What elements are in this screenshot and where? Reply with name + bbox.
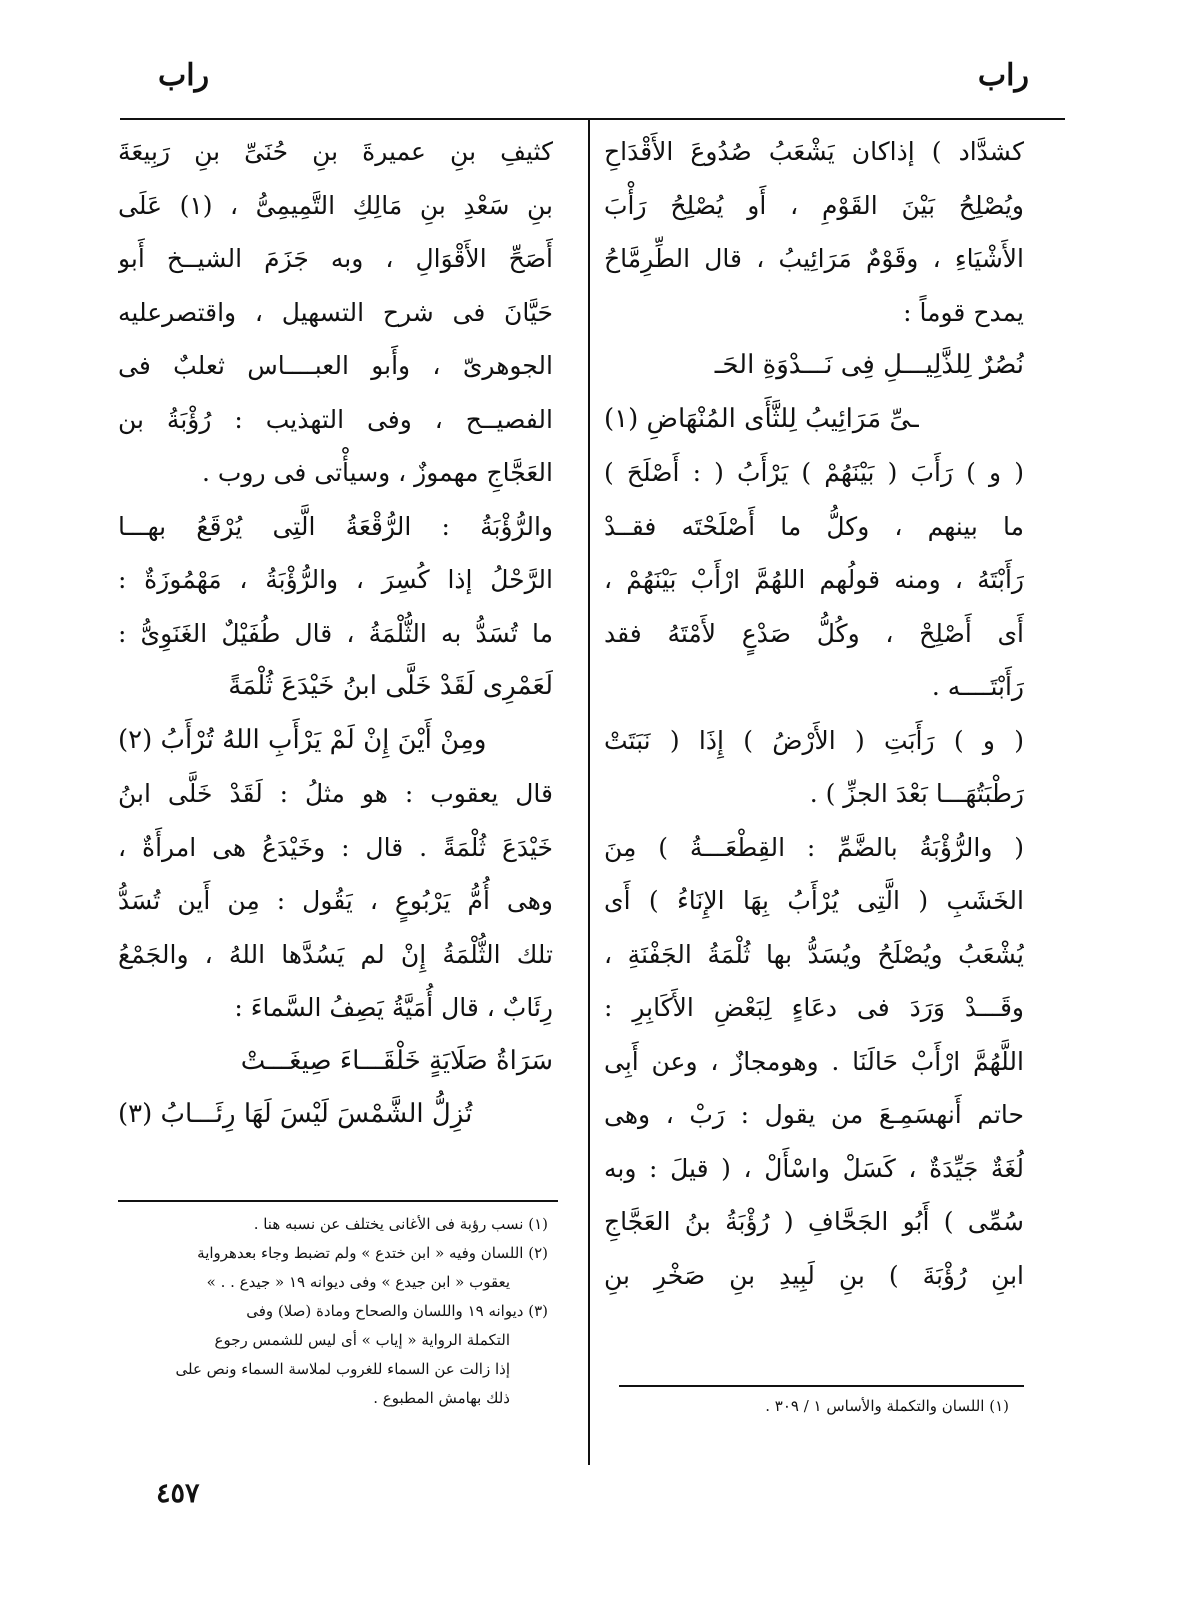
verse-line: ومِنْ أَيْنَ إِنْ لَمْ يَرْأَبِ اللهُ تُرْأَبُ (٢) bbox=[118, 724, 487, 755]
text-line: الأَشْيَاءِ ، وقَوْمٌ مَرَائِيبُ ، قال الطِّرِمَّاحُ bbox=[604, 244, 1024, 273]
text-line: الخَشَبِ ( الَّتِى يُرْأَبُ بِهَا الإِنَاءُ ) أَى bbox=[604, 886, 1024, 915]
verse-line: تُزِلُّ الشَّمْسَ لَيْسَ لَهَا رِئَـــابُ (٣) bbox=[118, 1099, 473, 1129]
text-line: اللَّهُمَّ ارْأَبْ حَالَنَا . وهومجازٌ ، وعن أَبِى bbox=[604, 1046, 1024, 1076]
text-line: ما بينهم ، وكلُّ ما أَصْلَحْتَه فقــدْ bbox=[604, 511, 1024, 541]
text-line: ابنِ رُؤْبَةَ ) بنِ لَبِيدِ بنِ صَخْرِ بنِ bbox=[604, 1260, 1024, 1290]
text-line: قال يعقوب : هو مثلُ : لَقَدْ خَلَّى ابنُ bbox=[118, 779, 553, 808]
footnote-rule-left bbox=[118, 1200, 558, 1202]
text-line: رَأَبْتَهُ ، ومنه قولُهم اللهُمَّ ارْأَبْ بَيْنَهُمْ ، bbox=[604, 565, 1024, 594]
text-line: ( و ) رَأَبَتِ ( الأَرْضُ ) إِذَا ( نَبَتَتْ bbox=[604, 725, 1024, 755]
verse-line: سَرَاةُ صَلَايَةٍ خَلْقَـــاءَ صِيغَـــتْ bbox=[240, 1045, 553, 1076]
text-line: لُغَةٌ جَيِّدَةٌ ، كَسَلْ واسْأَلْ ، ( قيلَ : وبه bbox=[604, 1153, 1024, 1183]
text-line: العَجَّاجِ مهموزٌ ، وسيأْتى فى روب . bbox=[201, 458, 553, 487]
verse-line: لَعَمْرِى لَقَدْ خَلَّى ابنُ خَيْدَعَ ثُلْمَةً bbox=[228, 671, 553, 701]
text-line: يُشْعَبُ ويُصْلَحُ ويُسَدُّ بها ثُلْمَةُ الجَفْنَةِ ، bbox=[604, 939, 1024, 969]
page-number: ٤٥٧ bbox=[156, 1478, 200, 1509]
footnote: يعقوب « ابن جيدع » وفى ديوانه ١٩ « جيدع . . » bbox=[206, 1273, 510, 1291]
text-line: بنِ سَعْدِ بنِ مَالِكِ التَّمِيمِىُّ ، (١) عَلَى bbox=[118, 190, 553, 220]
text-line: أَى أَصْلِحْ ، وكُلُّ صَدْعٍ لأَمْتَهُ فقد bbox=[604, 618, 1024, 648]
left-column-text bbox=[118, 125, 553, 1142]
text-line: كشدَّاد ) إذاكان يَشْعَبُ صُدُوعَ الأَقْدَاحِ bbox=[604, 137, 1024, 166]
footnotes-left bbox=[118, 1210, 548, 1413]
footnote: (٢) اللسان وفيه « ابن ختدع » ولم تضبط وجاء بعدهرواية bbox=[197, 1244, 548, 1262]
running-head-left: راب bbox=[158, 58, 210, 93]
footnote: التكملة الرواية « إياب » أى ليس للشمس رجوع bbox=[214, 1331, 510, 1349]
right-column-text bbox=[604, 125, 1024, 1302]
text-line: الفصيــح ، وفى التهذيب : رُؤْبَةُ بن bbox=[118, 404, 553, 434]
text-line: ( و ) رَأَبَ ( بَيْنَهُمْ ) يَرْأَبُ ( : أَصْلَحَ ) bbox=[604, 458, 1024, 487]
text-line: سُمِّى ) أَبُو الجَحَّافِ ( رُؤْبَةُ بنُ العَجَّاجِ bbox=[604, 1207, 1024, 1236]
text-line: تلك الثُّلْمَةُ إِنْ لم يَسُدَّها اللهُ ، والجَمْعُ bbox=[118, 939, 553, 969]
footnote: إذا زالت عن السماء للغروب لملاسة السماء ونص على bbox=[175, 1360, 510, 1378]
footnote: (١) نسب رؤبة فى الأغانى يختلف عن نسبه هنا . bbox=[253, 1215, 548, 1233]
text-line: ( والرُّؤْبَةُ بالضَّمِّ : القِطْعَـــةُ ) مِنَ bbox=[604, 832, 1024, 862]
column-divider bbox=[588, 120, 590, 1465]
text-line: ما تُسَدُّ به الثُّلْمَةُ ، قال طُفَيْلٌ الغَنَوِىُّ : bbox=[118, 618, 553, 648]
text-line: رَأَبْتَــــه . bbox=[931, 672, 1024, 701]
right-column bbox=[604, 125, 1024, 1302]
left-column bbox=[118, 125, 553, 1142]
text-line: وهى أُمُّ يَرْبُوعٍ ، يَقُول : مِن أَين تُسَدُّ bbox=[118, 886, 553, 915]
text-line: والرُّؤْبَةُ : الرُّقْعَةُ الَّتِى يُرْقَعُ بهـــا bbox=[118, 511, 553, 541]
verse-line: نُصُرٌ لِلذَّلِيـــلِ فِى نَـــدْوَةِ الحَـ bbox=[714, 350, 1024, 380]
footnote: (١) اللسان والتكملة والأساس ١ / ٣٠٩ . bbox=[765, 1397, 1009, 1415]
text-line: رَطْبَتُهَـــا بَعْدَ الجزِّ ) . bbox=[809, 779, 1024, 808]
running-head-right: راب bbox=[977, 58, 1029, 93]
footnotes-right bbox=[614, 1392, 1009, 1421]
text-line: أَصَحِّ الأَقْوَالِ ، وبه جَزَمَ الشيــخ أَبو bbox=[118, 244, 553, 273]
text-line: الرَّحْلُ إذا كُسِرَ ، والرُّؤْبَةُ ، مَهْمُوزَةٌ : bbox=[118, 565, 553, 594]
footnote-rule-right bbox=[619, 1385, 1024, 1387]
text-line: حَيَّانَ فى شرح التسهيل ، واقتصرعليه bbox=[118, 297, 553, 327]
footnote: ذلك بهامش المطبوع . bbox=[373, 1389, 510, 1407]
text-line: ويُصْلِحُ بَيْنَ القَوْمِ ، أَو يُصْلِحُ رَأْبَ bbox=[604, 190, 1024, 220]
text-line: كثيفِ بنِ عميرةَ بنِ حُنَىِّ بنِ رَبِيعَةَ bbox=[118, 137, 553, 166]
footnote: (٣) ديوانه ١٩ واللسان والصحاح ومادة (صلا) وفى bbox=[246, 1302, 548, 1320]
verse-line: ـىِّ مَرَائِيبُ لِلثَّأَى المُنْهَاضِ (١) bbox=[604, 403, 919, 434]
text-line: حاتم أَنهسَمِـعَ من يقول : رَبْ ، وهى bbox=[604, 1100, 1024, 1129]
text-line: رِئَابٌ ، قال أُمَيَّةُ يَصِفُ السَّماءَ : bbox=[234, 993, 553, 1022]
text-line: وقَـــدْ وَرَدَ فى دعَاءٍ لِبَعْضِ الأَكَابِرِ : bbox=[604, 993, 1024, 1022]
header-rule bbox=[120, 118, 1065, 120]
text-line: يمدح قوماً : bbox=[903, 297, 1024, 327]
text-line: الجوهرىّ ، وأَبو العبــــاس ثعلبٌ فى bbox=[118, 351, 553, 380]
text-line: خَيْدَعَ ثُلْمَةً . قال : وخَيْدَعُ هى امرأَةٌ ، bbox=[118, 832, 553, 862]
